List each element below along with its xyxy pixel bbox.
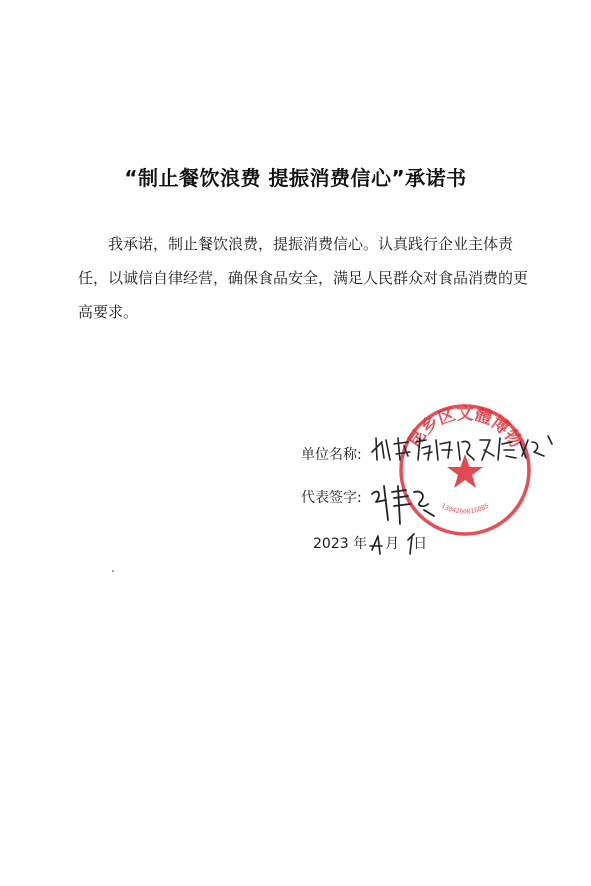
handwritten-date-digits bbox=[360, 528, 440, 558]
representative-row bbox=[301, 487, 362, 507]
scan-speck bbox=[112, 570, 114, 572]
stamp-number: 1304260016085 bbox=[439, 501, 491, 516]
document-title: “制止餐饮浪费 提振消费信心”承诺书 bbox=[124, 166, 467, 190]
date-month-suffix: 月 bbox=[385, 536, 400, 552]
representative-label: 代表签字: bbox=[301, 490, 362, 506]
unit-name-label: 单位名称: bbox=[301, 447, 362, 463]
handwritten-unit-name bbox=[368, 430, 558, 470]
handwritten-signature bbox=[368, 480, 448, 526]
stamp-text: 昆乡区文體博物 bbox=[404, 404, 526, 452]
body-paragraph: 我承诺，制止餐饮浪费，提振消费信心。认真践行企业主体责任，以诚信自律经营，确保食品安全，满足人民群众对食品消费的更高要求。 bbox=[78, 235, 529, 321]
unit-name-row bbox=[301, 444, 362, 464]
date-day-suffix: 日 bbox=[413, 536, 428, 552]
date-year: 2023 年 bbox=[313, 536, 368, 552]
document-body bbox=[78, 227, 528, 329]
